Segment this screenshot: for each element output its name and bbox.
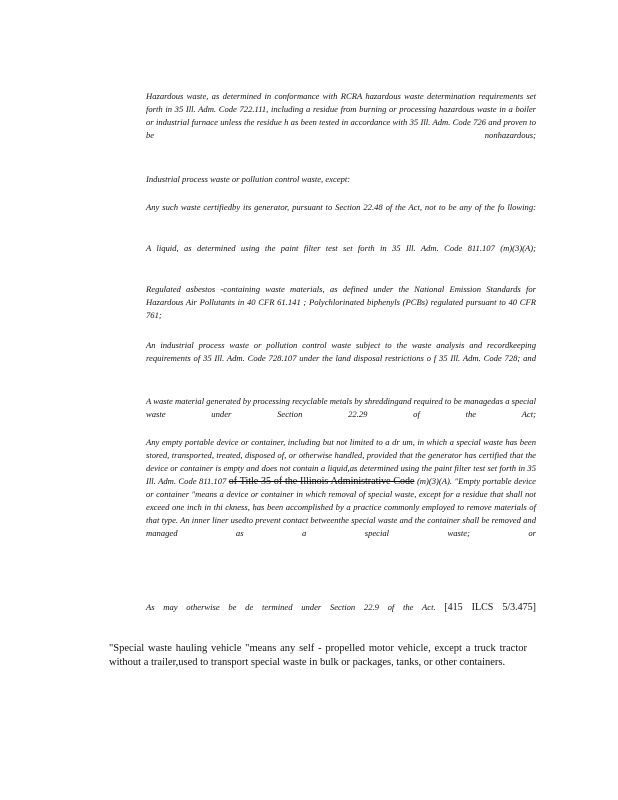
paragraph-text: Regulated asbestos -containing waste materials, as defined under the National Emission Standards for Hazardous Air Pollutants in 40 CFR 61.141 ; Polychlorinated biphenyls (PCBs) regulated pursuant to 40 CFR 761; <box>146 284 536 320</box>
paragraph-hazardous-waste <box>146 90 536 142</box>
paragraph-text: An industrial process waste or pollution control waste subject to the waste analysis and recordkeeping requirements of 35 Ill. Adm. Code 728.107 under the land disposal restrictions o f 35 Ill. Adm. Code 728; and <box>146 340 536 363</box>
paragraph-empty-container <box>146 436 536 540</box>
paragraph-liquid <box>146 242 536 255</box>
paragraph-text: Hazardous waste, as determined in conformance with RCRA hazardous waste determination requirements set forth in 35 Ill. Adm. Code 722.111, including a residue from burning or processing hazardous waste in a boiler or industrial furnace unless the residue h as been tested in accordance with 35 Ill. Adm. Code 726 and proven to be nonhazardous; <box>146 91 536 140</box>
paragraph-industrial-process-waste <box>146 173 536 186</box>
paragraph-text: A waste material generated by processing recyclable metals by shreddingand required to be managedas a special waste under Section 22.29 of the Act; <box>146 396 536 419</box>
paragraph-land-disposal <box>146 339 536 365</box>
definition-special-waste-hauling-vehicle <box>109 642 527 670</box>
paragraph-text: "Special waste hauling vehicle "means any self - propelled motor vehicle, except a truck tractor without a trailer,used to transport special waste in bulk or packages, tanks, or other containers. <box>109 643 527 668</box>
paragraph-text: As may otherwise be de termined under Section 22.9 of the Act. <box>146 602 436 612</box>
paragraph-text: A liquid, as determined using the paint filter test set forth in 35 Ill. Adm. Code 811.107 (m)(3)(A); <box>146 243 536 253</box>
paragraph-certified-waste <box>146 201 536 214</box>
paragraph-text: Industrial process waste or pollution control waste, except: <box>146 174 351 184</box>
struck-text: of Title 35 of the Illinois Administrative Code <box>228 476 415 487</box>
paragraph-recyclable-metals <box>146 395 536 421</box>
paragraph-text-after: (m)(3)(A). "Empty portable device or container "means a device or container in which removal of special waste, except for a residue that shall not exceed one inch in thi ckness, has been accomplished by a practice commonly employed to remove materials of that type. An inner liner usedto prevent contact betweenthe special waste and the container shall be removed and managed as a special waste; or <box>146 476 536 538</box>
paragraph-otherwise-determined <box>146 601 536 614</box>
paragraph-text-before: Any empty portable device or container, including but not limited to a dr um, in which a special waste has been stored, transported, treated, disposed of, or otherwise handled, provided that the generator has certified that the device or container is empty and does not contain a liquid,as determined using the paint filter test set forth in 35 Ill. Adm. Code 811.107 <box>146 437 536 486</box>
statutory-citation: [415 ILCS 5/3.475] <box>444 602 536 613</box>
paragraph-asbestos-pcbs <box>146 283 536 322</box>
paragraph-text: Any such waste certifiedby its generator, pursuant to Section 22.48 of the Act, not to be any of the fo llowing: <box>146 202 536 212</box>
